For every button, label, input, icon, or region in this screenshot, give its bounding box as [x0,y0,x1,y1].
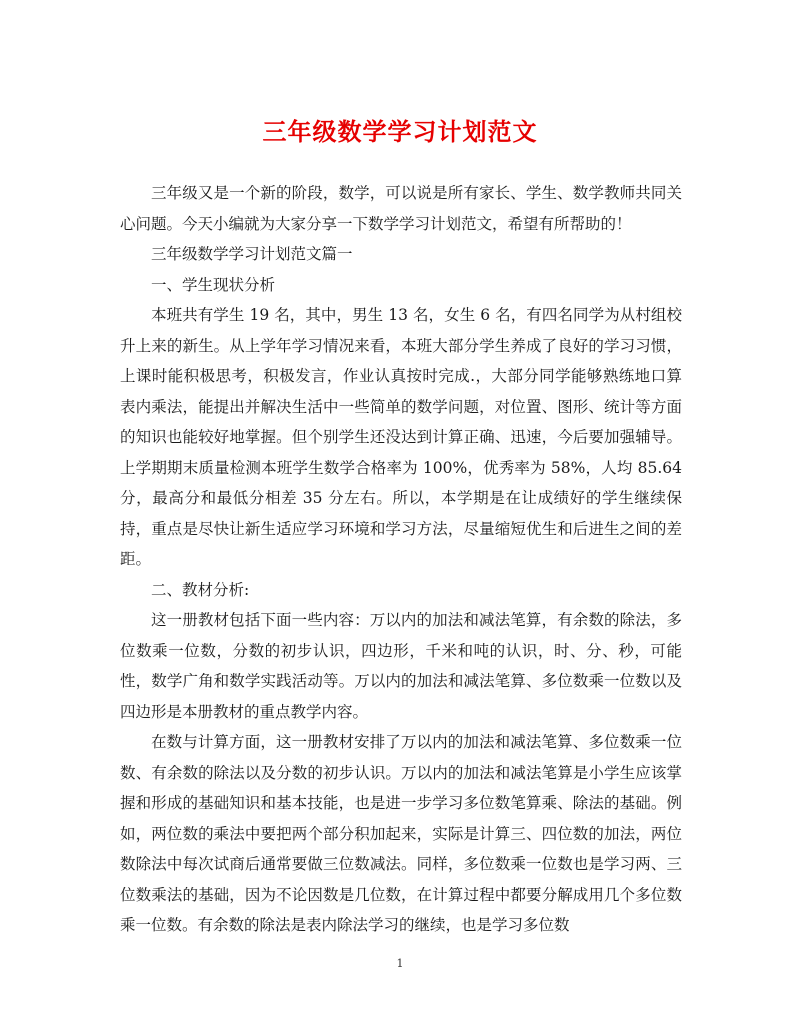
document-title: 三年级数学学习计划范文 [262,117,538,146]
document-body [120,178,682,941]
body-paragraph: 本班共有学生 19 名，其中，男生 13 名，女生 6 名，有四名同学为从村组校升上来的新生。从上学年学习情况来看，本班大部分学生养成了良好的学习习惯，上课时能积极思考，积极发言，作业认真按时完成.，大部分同学能够熟练地口算表内乘法，能提出并解决生活中一些简单的数学问题，对位置、图形、统计等方面的知识也能较好地掌握。但个别学生还没达到计算正确、迅速，今后要加强辅导。上学期期末质量检测本班学生数学合格率为 100%，优秀率为 58%，人均 85.64 分，最高分和最低分相差 35 分左右。所以，本学期是在让成绩好的学生继续保持，重点是尽快让新生适应学习环境和学习方法，尽量缩短优生和后进生之间的差距。 [120,306,682,568]
body-paragraph: 这一册教材包括下面一些内容：万以内的加法和减法笔算，有余数的除法，多位数乘一位数，分数的初步认识，四边形，千米和吨的认识，时、分、秒，可能性，数学广角和数学实践活动等。万以内的加法和减法笔算、多位数乘一位数以及四边形是本册教材的重点教学内容。 [120,611,682,721]
body-paragraph: 在数与计算方面，这一册教材安排了万以内的加法和减法笔算、多位数乘一位数、有余数的除法以及分数的初步认识。万以内的加法和减法笔算是小学生应该掌握和形成的基础知识和基本技能，也是进一步学习多位数笔算乘、除法的基础。例如，两位数的乘法中要把两个部分积加起来，实际是计算三、四位数的加法，两位数除法中每次试商后通常要做三位数减法。同样，多位数乘一位数也是学习两、三位数乘法的基础，因为不论因数是几位数，在计算过程中都要分解成用几个多位数乘一位数。有余数的除法是表内除法学习的继续，也是学习多位数 [120,733,682,934]
subsection-heading: 二、教材分析: [151,580,250,599]
page-number: 1 [396,957,404,970]
intro-paragraph: 三年级又是一个新的阶段，数学，可以说是所有家长、学生、数学教师共同关心问题。今天小编就为大家分享一下数学学习计划范文，希望有所帮助的！ [120,184,682,233]
subsection-heading: 一、学生现状分析 [151,275,276,294]
section-heading: 三年级数学学习计划范文篇一 [151,245,353,263]
